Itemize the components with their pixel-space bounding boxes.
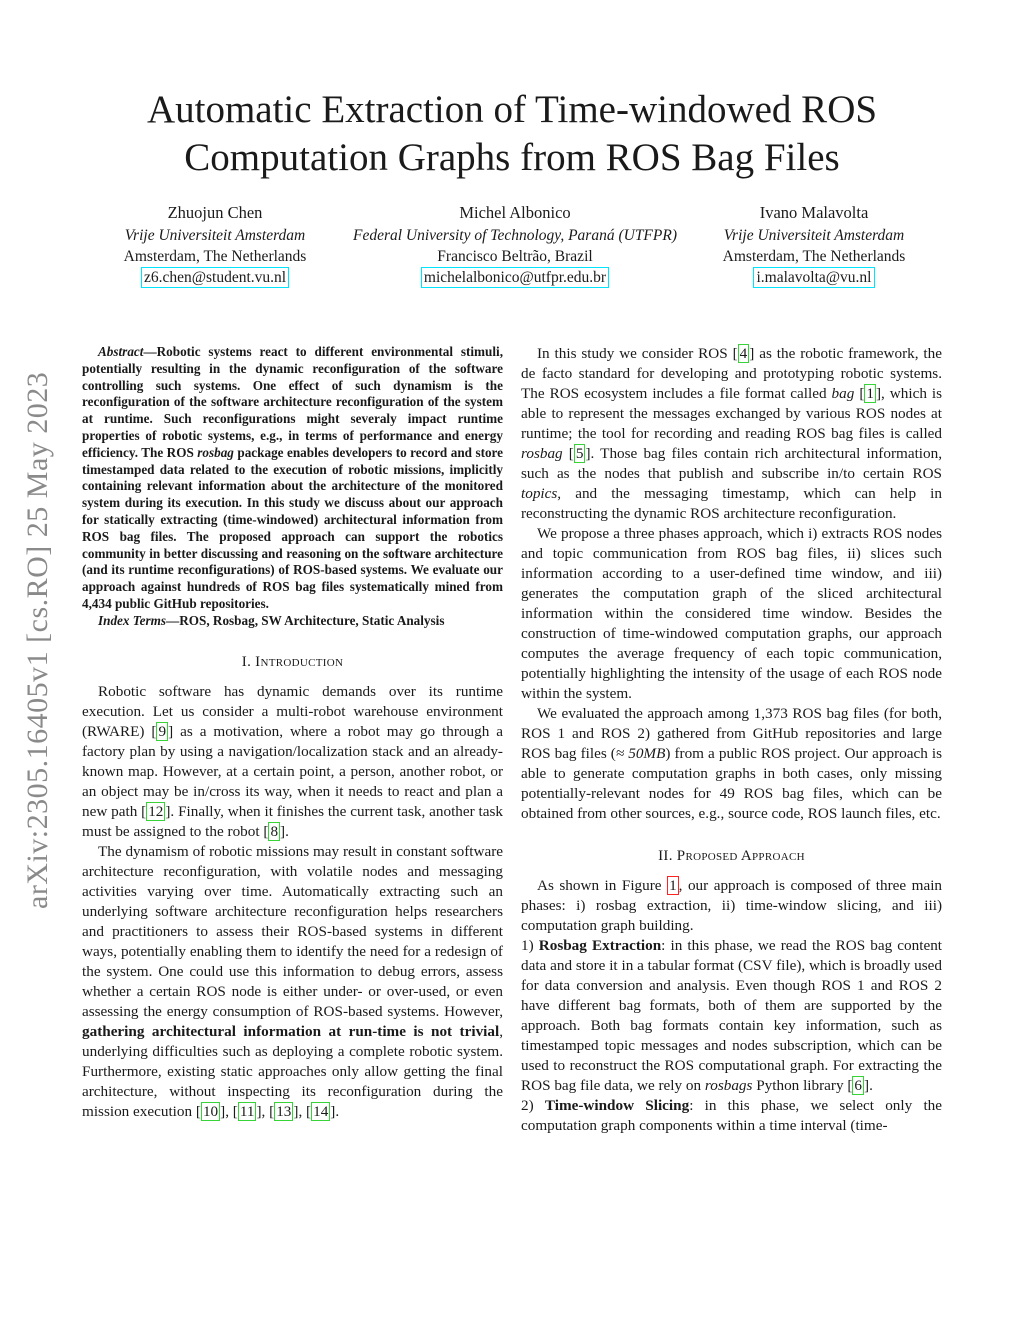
author-affiliation: Vrije Universiteit Amsterdam xyxy=(723,227,905,244)
abstract: Abstract—Robotic systems react to different environmental stimuli, potentially resulting in the dynamic reconfiguration of the software controlling such systems. One effect of such dynamism is the reconfiguration of the software architecture reconfiguration of the system at runtime. Such reconfigurations might severaly impact runtime properties of robotic systems, e.g., in terms of performance and energy efficiency. The ROS rosbag package enables developers to record and store timestamped data related to the execution of robotic missions, implicitly containing relevant information about the architecture of the monitored system during its execution. In this study we discuss about our approach for statically extracting (time-windowed) architectural information from ROS bag files. The proposed approach can support the robotics community in better discussing and reasoning on the software architecture (and its runtime reconfigurations) of ROS-based systems. We evaluate our approach against hundreds of ROS bag files systematically mined from 4,434 public GitHub repositories. Index Terms—ROS, Rosbag, SW Architecture, Static Analysis xyxy=(82,344,504,628)
arxiv-identifier: arXiv:2305.16405v1 [cs.RO] 25 May 2023 xyxy=(21,371,54,909)
citation-link[interactable]: 1 xyxy=(866,385,874,402)
author-block-1 xyxy=(100,202,330,288)
abstract-label: Abstract xyxy=(98,344,144,359)
author-name: Ivano Malavolta xyxy=(759,203,869,222)
section-heading-proposed-approach: II. Proposed Approach xyxy=(658,848,805,864)
citation-link[interactable]: 11 xyxy=(239,1102,255,1120)
author-email-link[interactable]: i.malavolta@vu.nl xyxy=(753,267,874,288)
author-location: Francisco Beltrão, Brazil xyxy=(437,248,593,265)
citation-link[interactable]: 14 xyxy=(313,1102,329,1120)
author-email-link[interactable]: z6.chen@student.vu.nl xyxy=(141,267,289,288)
emphasis-text: gathering architectural information at run-time is not trivial xyxy=(82,1022,500,1040)
author-name: Zhuojun Chen xyxy=(167,203,263,222)
intro-paragraph-1: Robotic software has dynamic demands over its runtime execution. Let us consider a multi-robot warehouse environment (RWARE) [ 9 ] as a motivation, where a robot may go through a factory plan by using a navigation/localization stack and an already-known map. However, at a certain point, a person, another robot, or an object may be in/cross its way, when it needs to react and plan a new path [ 12 ]. Finally, when it finishes the current task, another task must be assigned to the robot [ 8 ]. xyxy=(82,682,503,840)
author-name: Michel Albonico xyxy=(459,203,571,222)
phase-title: Rosbag Extraction xyxy=(538,937,662,954)
section-heading-introduction: I. Introduction xyxy=(241,653,344,670)
citation-link[interactable]: 9 xyxy=(158,722,167,740)
left-column xyxy=(82,344,503,1122)
author-affiliation: Vrije Universiteit Amsterdam xyxy=(124,227,306,244)
author-block-3 xyxy=(700,202,928,288)
abstract-text-2: package enables developers to record and store timestamped data related to the execution of robotic missions, implicitly containing relevant information about the architecture of the monitored system during its execution. In this study we discuss about our approach for statically extracting (time-windowed) architectural information from ROS bag files. The proposed approach can support the robotics community in better discussing and reasoning on the software architecture (and its runtime reconfigurations) of ROS-based systems. We evaluate our approach against hundreds of ROS bag files systematically mined from 4,434 public GitHub repositories. xyxy=(82,444,504,611)
right-paragraph-3: We evaluated the approach among 1,373 ROS bag files (for both, ROS 1 and ROS 2) gathered from GitHub repositories and large ROS bag files (≈ 50MB) from a public ROS project. Our approach is able to generate computation graphs in both cases, only missing potentially-relevant nodes for 49 ROS bag files, which can be obtained from other sources, e.g., source code, ROS launch files, etc. xyxy=(521,705,942,822)
right-paragraph-1: In this study we consider ROS [ 4 ] as the robotic framework, the de facto standard for developing and prototyping robotic systems. The ROS ecosystem includes a file format called bag [ 1 ], which is able to represent the messages exchanged by various ROS nodes at runtime; the tool for recording and reading ROS bag files is called rosbag [ 5 ]. Those bag files contain rich architectural information, such as the nodes that publish and subscribe in/to certain ROS topics, and the messaging timestamp, which can help in reconstructing the dynamic ROS architecture reconfiguration. xyxy=(521,345,943,522)
phase-title: Time-window Slicing xyxy=(544,1097,690,1114)
abstract-rosbag: rosbag xyxy=(197,444,234,460)
index-terms-label: Index Terms xyxy=(98,612,167,628)
author-location: Amsterdam, The Netherlands xyxy=(722,248,906,265)
author-location: Amsterdam, The Netherlands xyxy=(123,248,307,265)
right-column xyxy=(521,344,942,1136)
citation-link[interactable]: 12 xyxy=(148,802,164,820)
figure-link[interactable]: 1 xyxy=(669,877,677,894)
right-paragraph-4: As shown in Figure 1 , our approach is composed of three main phases: i) rosbag extraction, ii) time-window slicing, and iii) computation graph building. xyxy=(521,877,943,934)
index-terms: ROS, Rosbag, SW Architecture, Static Analysis xyxy=(179,612,445,628)
citation-link[interactable]: 5 xyxy=(575,445,584,462)
paper-title: Automatic Extraction of Time-windowed ROS Computation Graphs from ROS Bag Files xyxy=(146,88,878,179)
author-block-2 xyxy=(330,202,700,288)
citation-link[interactable]: 10 xyxy=(202,1102,219,1120)
abstract-text: Robotic systems react to different environmental stimuli, potentially resulting in the dynamic reconfiguration of the software controlling such systems. One effect of such dynamism is the reconfiguration of the software architecture reconfiguration of the system at runtime. Such reconfigurations might severaly impact runtime properties of robotic systems, e.g., in terms of performance and energy efficiency. The ROS xyxy=(82,344,503,460)
phase-item-2: 2) Time-window Slicing: in this phase, we select only the computation graph components within a time interval (time- xyxy=(521,1097,942,1134)
citation-link[interactable]: 6 xyxy=(854,1077,863,1094)
phase-item-1: 1) Rosbag Extraction: in this phase, we read the ROS bag content data and store it in a tabular format (CSV file), which is broadly used for data conversion and analysis. Even though ROS 1 and ROS 2 have different bag formats, both of them are supported by the approach. Both bag formats contain key information, such as timestamped topic messages and nodes subscription, which can be used to reconstruct the ROS computational graph. For extracting the ROS bag file data, we rely on rosbags Python library [ 6 ]. xyxy=(521,937,943,1094)
author-affiliation: Federal University of Technology, Paraná (UTFPR) xyxy=(352,227,678,244)
intro-paragraph-2: The dynamism of robotic missions may result in constant software architecture reconfiguration, with volatile nodes and messaging activities varying over time. Automatically extracting such an underlying software architecture reconfiguration helps researchers and practitioners to assess their ROS-based systems in different ways, potentially enabling them to identify the need for a redesign of the system. One could use this information to debug errors, assess whether a certain ROS node is either under- or over-used, or even assessing the energy consumption of ROS-based systems. However, gathering architectural information at run-time is not trivial, underlying difficulties such as deploying a complete robotic system. Furthermore, existing static approaches only allow getting the final architecture, without inspecting its reconfiguration during the mission execution [ 10 ], [ 11 ], [ 13 ], [ 14 ]. xyxy=(82,842,503,1120)
author-email-link[interactable]: michelalbonico@utfpr.edu.br xyxy=(421,267,609,288)
citation-link[interactable]: 4 xyxy=(739,345,748,362)
citation-link[interactable]: 8 xyxy=(270,822,279,840)
right-paragraph-2: We propose a three phases approach, which i) extracts ROS nodes and topic communication from ROS bag files, ii) slices such information according to a user-defined time window, and iii) generates the computation graph of the sliced architectural information within the considered time window. Besides the construction of time-windowed computation graphs, our approach computes the average frequency of each topic communication, potentially highlighting the intensity of the usage of each ROS node within the system. xyxy=(521,525,942,702)
file-size-math: ≈ 50MB xyxy=(615,745,666,762)
citation-link[interactable]: 13 xyxy=(276,1102,292,1120)
